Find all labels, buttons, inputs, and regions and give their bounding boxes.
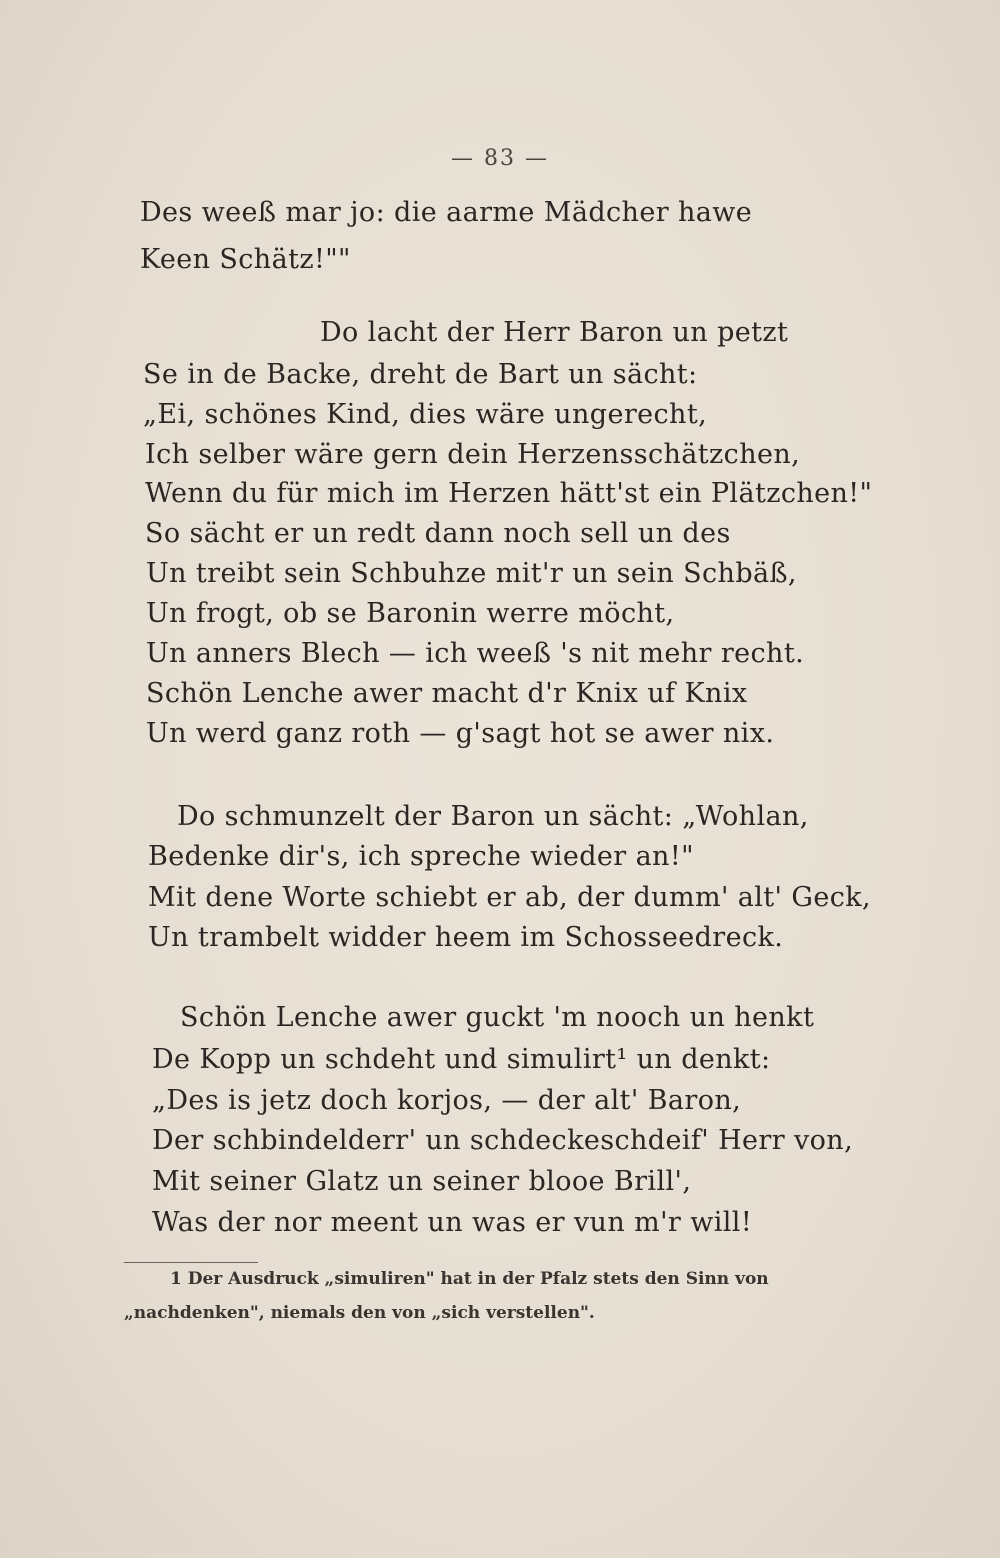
page-number: — 83 — bbox=[451, 146, 549, 171]
footnote-divider bbox=[124, 1262, 258, 1263]
verse-line: Mit seiner Glatz un seiner blooe Brill', bbox=[152, 1166, 692, 1197]
verse-line: „Ei, schönes Kind, dies wäre ungerecht, bbox=[143, 399, 708, 430]
verse-line: Keen Schätz!"" bbox=[140, 244, 351, 275]
verse-line: Un anners Blech — ich weeß 's nit mehr recht. bbox=[146, 638, 805, 669]
verse-line: Mit dene Worte schiebt er ab, der dumm' alt' Geck, bbox=[148, 882, 871, 913]
verse-line: Wenn du für mich im Herzen hätt'st ein Plätzchen!" bbox=[145, 478, 873, 509]
verse-line: Der schbindelderr' un schdeckeschdeif' Herr von, bbox=[152, 1125, 854, 1156]
verse-line: Des weeß mar jo: die aarme Mädcher hawe bbox=[140, 197, 753, 228]
verse-line: Do schmunzelt der Baron un sächt: „Wohlan, bbox=[177, 801, 809, 832]
footnote-line: 1 Der Ausdruck „simuliren" hat in der Pfalz stets den Sinn von bbox=[170, 1269, 769, 1289]
verse-line: Un treibt sein Schbuhze mit'r un sein Schbäß, bbox=[146, 558, 797, 589]
verse-line: Bedenke dir's, ich spreche wieder an!" bbox=[148, 841, 694, 872]
verse-line: Do lacht der Herr Baron un petzt bbox=[320, 317, 789, 348]
verse-line: Ich selber wäre gern dein Herzensschätzchen, bbox=[145, 439, 801, 470]
verse-line: Un werd ganz roth — g'sagt hot se awer nix. bbox=[146, 718, 775, 749]
verse-line: So sächt er un redt dann noch sell un des bbox=[145, 518, 731, 549]
verse-line: Was der nor meent un was er vun m'r will! bbox=[152, 1207, 753, 1238]
verse-line: Un frogt, ob se Baronin werre möcht, bbox=[146, 598, 675, 629]
verse-line: De Kopp un schdeht und simulirt¹ un denkt: bbox=[152, 1044, 771, 1075]
verse-line: „Des is jetz doch korjos, — der alt' Baron, bbox=[152, 1085, 742, 1116]
verse-line: Se in de Backe, dreht de Bart un sächt: bbox=[143, 359, 698, 390]
verse-line: Schön Lenche awer guckt 'm nooch un henkt bbox=[180, 1002, 815, 1033]
verse-line: Un trambelt widder heem im Schossеedreck. bbox=[148, 922, 784, 953]
footnote-line: „nachdenken", niemals den von „sich verstellen". bbox=[124, 1303, 595, 1323]
verse-line: Schön Lenche awer macht d'r Knix uf Knix bbox=[146, 678, 748, 709]
